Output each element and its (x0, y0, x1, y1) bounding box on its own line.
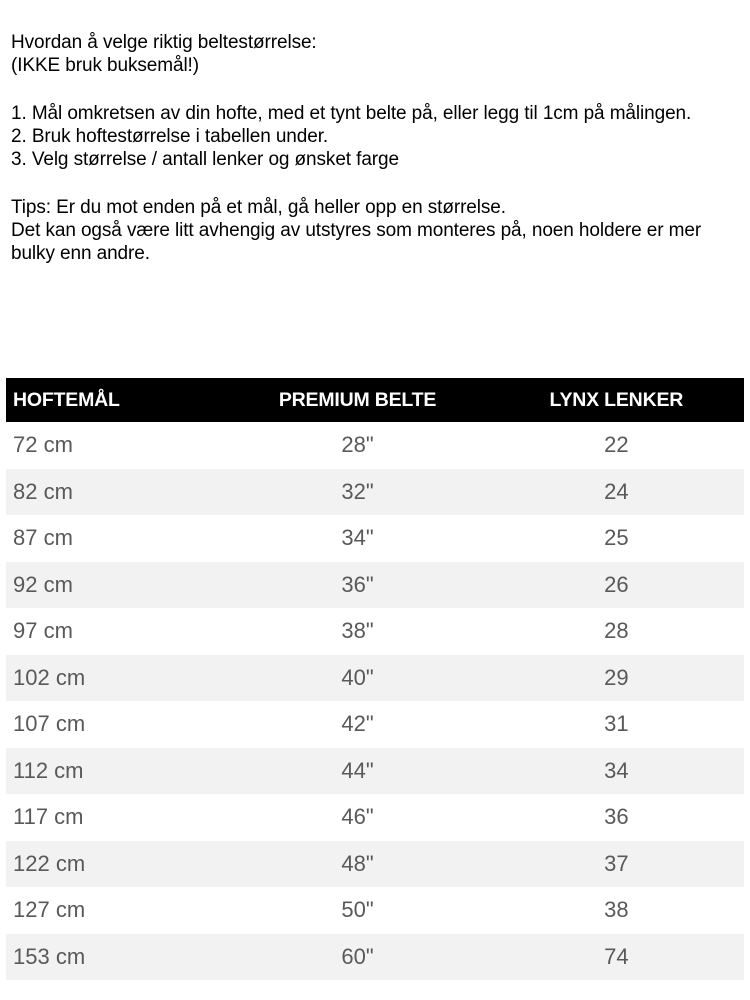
table-row (6, 655, 744, 702)
cell-hip-measure: 127 cm (13, 897, 86, 923)
cell-premium-belt: 44" (226, 748, 488, 795)
cell-hip-measure: 82 cm (6, 469, 226, 516)
table-row (6, 515, 744, 562)
cell-hip-measure: 112 cm (6, 748, 226, 795)
table-row (6, 422, 744, 469)
table-row (6, 562, 744, 609)
cell-hip-measure: 92 cm (6, 562, 226, 609)
table-row (6, 794, 744, 841)
header-hip-measure: HOFTEMÅL (6, 378, 226, 422)
cell-hip-measure: 117 cm (13, 804, 84, 830)
cell-lynx-links: 34 (489, 748, 744, 795)
cell-hip-measure: 153 cm (6, 934, 226, 981)
step-1: 1. Mål omkretsen av din hofte, med et tynt belte på, eller legg til 1cm på målingen. (11, 103, 692, 124)
header-lynx-links: LYNX LENKER (489, 378, 744, 422)
table-row (6, 608, 744, 655)
table-row (6, 748, 744, 795)
cell-lynx-links: 38 (604, 897, 629, 923)
step-2: 2. Bruk hoftestørrelse i tabellen under. (11, 126, 329, 147)
cell-lynx-links: 31 (604, 711, 629, 737)
cell-premium-belt: 40" (226, 655, 488, 702)
cell-hip-measure: 122 cm (6, 841, 226, 888)
cell-premium-belt: 28" (341, 432, 374, 458)
cell-lynx-links: 74 (489, 934, 744, 981)
cell-hip-measure: 87 cm (13, 525, 73, 551)
table-body (6, 422, 744, 980)
cell-premium-belt: 42" (341, 711, 374, 737)
table-row (6, 887, 744, 934)
cell-hip-measure: 72 cm (13, 432, 73, 458)
cell-hip-measure: 102 cm (6, 655, 226, 702)
cell-hip-measure: 97 cm (13, 618, 73, 644)
tips-line-1: Tips: Er du mot enden på et mål, gå heller opp en størrelse. (11, 197, 506, 218)
cell-lynx-links: 29 (489, 655, 744, 702)
spacer (11, 77, 736, 102)
header-premium-belt: PREMIUM BELTE (226, 378, 488, 422)
cell-lynx-links: 37 (489, 841, 744, 888)
cell-lynx-links: 24 (489, 469, 744, 516)
spacer (11, 171, 736, 196)
cell-lynx-links: 26 (489, 562, 744, 609)
cell-hip-measure: 107 cm (13, 711, 86, 737)
cell-premium-belt: 46" (341, 804, 374, 830)
cell-premium-belt: 48" (226, 841, 488, 888)
cell-premium-belt: 36" (226, 562, 488, 609)
cell-premium-belt: 60" (226, 934, 488, 981)
cell-lynx-links: 28 (604, 618, 629, 644)
size-guide-intro (11, 31, 736, 265)
table-header-row (6, 378, 744, 422)
table-row (6, 701, 744, 748)
step-3: 3. Velg størrelse / antall lenker og ønsket farge (11, 149, 399, 170)
table-row (6, 934, 744, 981)
table-row (6, 469, 744, 516)
cell-premium-belt: 38" (341, 618, 374, 644)
size-table (6, 378, 744, 980)
tips-line-2: Det kan også være litt avhengig av utstyres som monteres på, noen holdere er mer bulky enn andre. (11, 220, 702, 264)
cell-lynx-links: 36 (604, 804, 629, 830)
cell-lynx-links: 22 (604, 432, 629, 458)
cell-lynx-links: 25 (604, 525, 629, 551)
cell-premium-belt: 50" (341, 897, 374, 923)
table-row (6, 841, 744, 888)
guide-title: Hvordan å velge riktig beltestørrelse: (11, 32, 317, 53)
cell-premium-belt: 34" (341, 525, 374, 551)
cell-premium-belt: 32" (226, 469, 488, 516)
guide-subtitle: (IKKE bruk buksemål!) (11, 55, 199, 76)
